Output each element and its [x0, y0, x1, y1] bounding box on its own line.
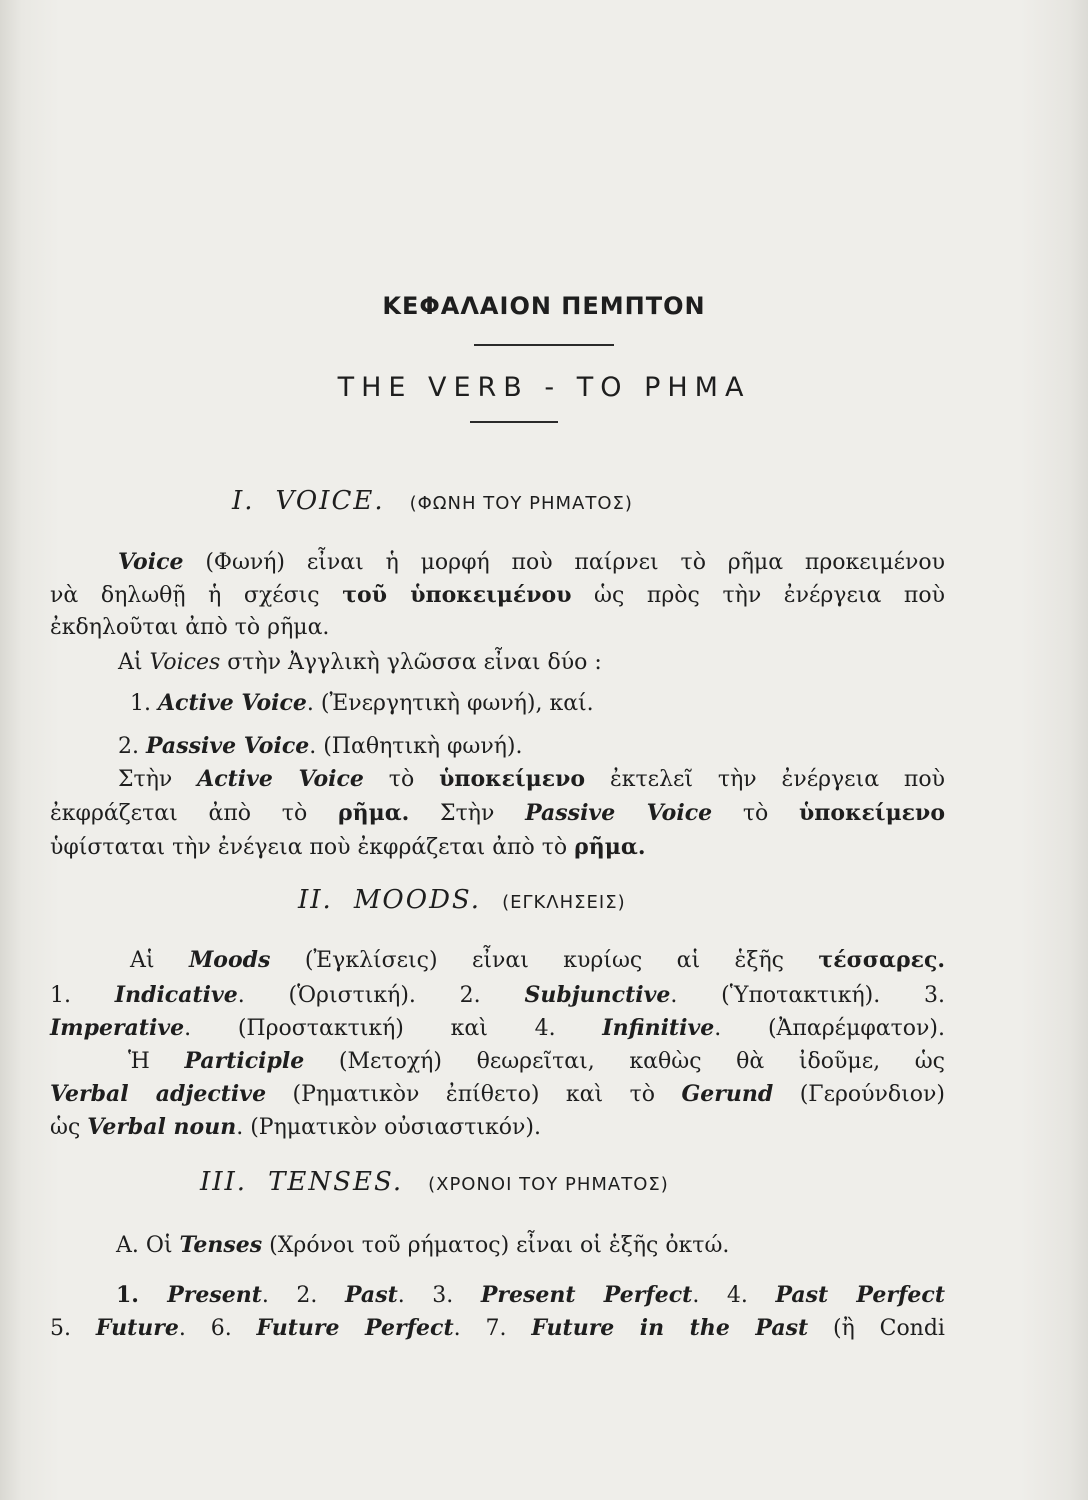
tenses-paragraph-line: 5. Future. 6. Future Perfect. 7. Future in the Past (ἢ Condi	[50, 1315, 945, 1341]
moods-paragraph-line: Αἱ Moods (Ἐγκλίσεις) εἶναι κυρίως αἱ ἑξῆς τέσσαρες.	[130, 947, 945, 973]
moods-paragraph-line: Verbal adjective (Ρηματικὸν ἐπίθετο) καὶ τὸ Gerund (Γερούνδιον)	[50, 1081, 945, 1107]
subtitle-divider	[470, 421, 558, 423]
title-divider	[474, 344, 614, 346]
voice-item-passive: 2. Passive Voice. (Παθητικὴ φωνή).	[118, 733, 523, 759]
moods-paragraph-line: Imperative. (Προστακτική) καὶ 4. Infinitive. (Ἀπαρέμφατον).	[50, 1015, 945, 1041]
voice-paragraph-line: ἐκδηλοῦται ἀπὸ τὸ ρῆμα.	[50, 615, 330, 640]
tenses-paragraph-line: Α. Οἱ Tenses (Χρόνοι τοῦ ρήματος) εἶναι οἱ ἑξῆς ὀκτώ.	[116, 1232, 730, 1258]
voice-paragraph-line: ἐκφράζεται ἀπὸ τὸ ρῆμα. Στὴν Passive Voice τὸ ὑποκείμενο	[50, 800, 945, 826]
chapter-subtitle: THE VERB - ΤΟ ΡΗΜΑ	[337, 372, 751, 403]
moods-paragraph-line: 1. Indicative. (Ὁριστική). 2. Subjunctive. (Ὑποτακτική). 3.	[50, 982, 945, 1008]
voice-paragraph-line: ὑφίσταται τὴν ἐνέγεια ποὺ ἐκφράζεται ἀπὸ τὸ ρῆμα.	[50, 834, 646, 860]
section-heading-voice: I. VOICE. (ΦΩΝΗ ΤΟΥ ΡΗΜΑΤΟΣ)	[232, 486, 633, 516]
voice-item-active: 1. Active Voice. (Ἐνεργητικὴ φωνή), καί.	[130, 690, 594, 716]
voice-paragraph-line: νὰ δηλωθῇ ἡ σχέσις τοῦ ὑποκειμένου ὡς πρὸς τὴν ἐνέργεια ποὺ	[50, 582, 945, 608]
voice-paragraph-line: Voice (Φωνή) εἶναι ἡ μορφή ποὺ παίρνει τὸ ρῆμα προκειμένου	[118, 549, 945, 575]
section-heading-moods: II. MOODS. (ΕΓΚΛΗΣΕΙΣ)	[298, 885, 626, 915]
moods-paragraph-line: Ἡ Participle (Μετοχή) θεωρεῖται, καθὼς θὰ ἰδοῦμε, ὡς	[128, 1048, 945, 1074]
section-heading-tenses: III. TENSES. (ΧΡΟΝΟΙ ΤΟΥ ΡΗΜΑΤΟΣ)	[200, 1167, 669, 1197]
voices-count-line: Αἱ Voices στὴν Ἀγγλικὴ γλῶσσα εἶναι δύο :	[118, 650, 602, 675]
voice-paragraph-line: Στὴν Active Voice τὸ ὑποκείμενο ἐκτελεῖ τὴν ἐνέργεια ποὺ	[118, 766, 945, 792]
chapter-title: ΚΕΦΑΛΑΙΟΝ ΠΕΜΠΤΟΝ	[382, 292, 706, 320]
tenses-paragraph-line: 1. Present. 2. Past. 3. Present Perfect. 4. Past Perfect	[116, 1282, 945, 1308]
moods-paragraph-line: ὡς Verbal noun. (Ρηματικὸν οὐσιαστικόν).	[50, 1114, 541, 1140]
